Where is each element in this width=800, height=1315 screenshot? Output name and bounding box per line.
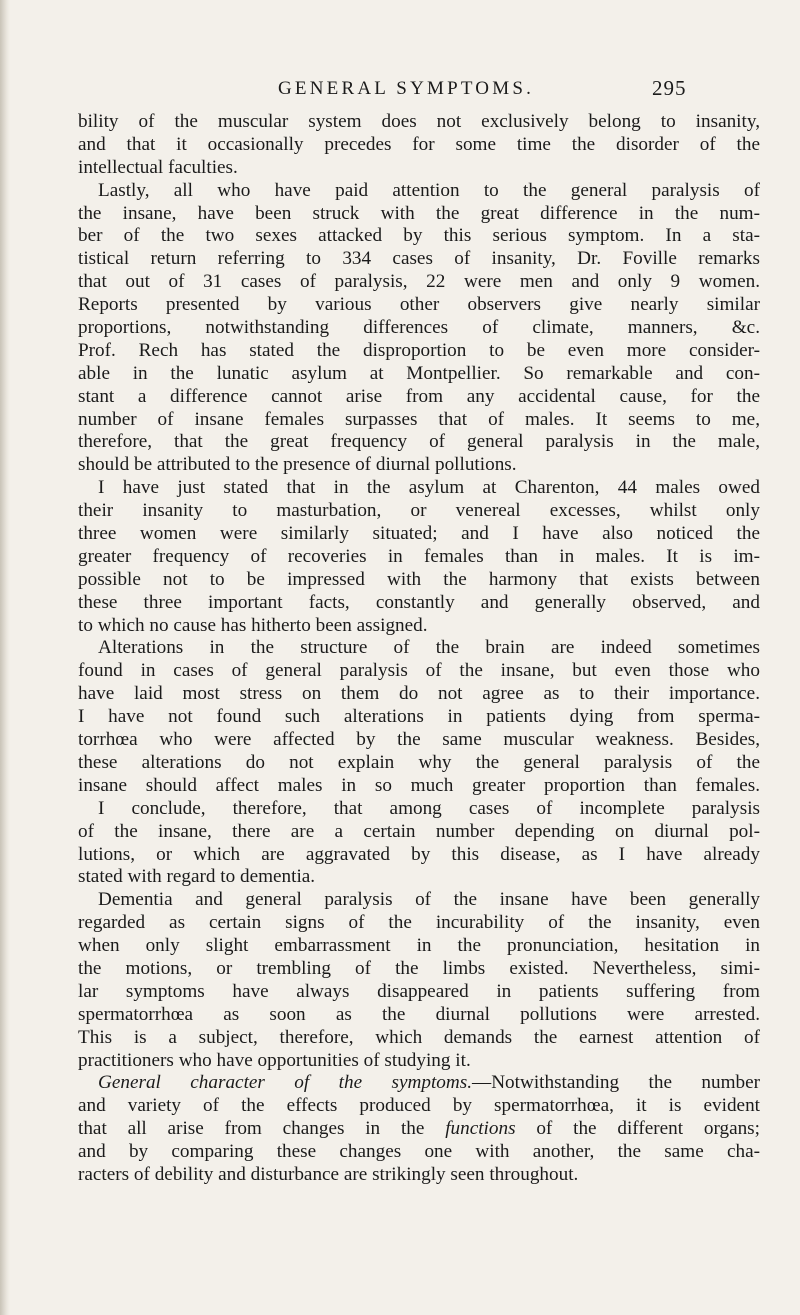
text-line [78,866,760,889]
text-line-content: to which no cause has hitherto been assigned. [78,614,428,636]
text-line [78,1095,760,1118]
body-text [78,111,760,1187]
text-line [78,317,760,340]
text-line-content: these alterations do not explain why the general paralysis of the [78,751,760,773]
text-line-content: and variety of the effects produced by spermatorrhœa, it is evident [78,1095,760,1117]
text-line [78,454,760,477]
text-line [78,981,760,1004]
text-line [78,798,760,821]
text-line [78,134,760,157]
text-line [78,615,760,638]
text-line [78,660,760,683]
text-line [78,477,760,500]
text-line-content: bility of the muscular system does not exclusively belong to insanity, [78,111,760,132]
paragraph-lines [78,111,760,1072]
text-line [78,1050,760,1073]
text-line [78,1004,760,1027]
functions-after: of the different organs; [515,1118,760,1140]
text-line-content: Lastly, all who have paid attention to the general paralysis of [98,179,760,201]
text-line-content: stant a difference cannot arise from any accidental cause, for the [78,385,760,407]
text-line [78,752,760,775]
text-line-content: that out of 31 cases of paralysis, 22 were men and only 9 women. [78,271,760,293]
text-line-content: I have not found such alterations in patients dying from sperma- [78,706,760,728]
text-line-content: these three important facts, constantly and generally observed, and [78,591,760,613]
text-line-content: when only slight embarrassment in the pronunciation, hesitation in [78,935,760,957]
functions-before: that all arise from changes in the [78,1118,446,1140]
text-line-functions [78,1118,760,1141]
text-line [78,225,760,248]
text-line-content: have laid most stress on them do not agree as to their importance. [78,683,760,705]
text-line [78,592,760,615]
text-line [78,706,760,729]
text-line [78,431,760,454]
text-line [78,340,760,363]
text-line-content: Prof. Rech has stated the disproportion to be even more consider- [78,339,760,361]
text-line-content: I conclude, therefore, that among cases of incomplete paralysis [98,797,760,819]
text-line [78,889,760,912]
text-line-content: possible not to be impressed with the harmony that exists between [78,568,760,590]
text-line-content: of the insane, there are a certain number depending on diurnal pol- [78,820,760,842]
text-line-content: greater frequency of recoveries in females than in males. It is im- [78,545,760,567]
page-number: 295 [652,76,687,100]
text-line-content: insane should affect males in so much greater proportion than females. [78,774,760,796]
text-line-content: therefore, that the great frequency of general paralysis in the male, [78,431,760,453]
text-line-content: number of insane females surpasses that of males. It seems to me, [78,408,760,430]
text-line [78,958,760,981]
text-line-content: found in cases of general paralysis of the insane, but even those who [78,660,760,682]
text-line [78,523,760,546]
text-line-content: three women were similarly situated; and I have also noticed the [78,523,760,545]
text-line-content: lar symptoms have always disappeared in patients suffering from [78,980,760,1002]
italic-heading: General character of the symptoms. [98,1072,472,1094]
text-line [78,271,760,294]
text-line [78,935,760,958]
text-line-content: This is a subject, therefore, which demands the earnest attention of [78,1026,760,1048]
text-line-content: able in the lunatic asylum at Montpellier. So remarkable and con- [78,362,760,384]
text-line-content: practitioners who have opportunities of studying it. [78,1049,471,1071]
text-line [78,821,760,844]
text-line-content: racters of debility and disturbance are strikingly seen throughout. [78,1163,579,1185]
text-line-content: the motions, or trembling of the limbs existed. Nevertheless, simi- [78,957,760,979]
text-line-content: spermatorrhœa as soon as the diurnal pollutions were arrested. [78,1003,760,1025]
text-line [78,363,760,386]
functions-italic: functions [445,1118,516,1140]
text-line-content: Reports presented by various other observers give nearly similar [78,294,760,316]
text-line [78,1027,760,1050]
text-line [78,294,760,317]
text-line-content: should be attributed to the presence of diurnal pollutions. [78,454,517,476]
text-line-content: I have just stated that in the asylum at Charenton, 44 males owed [98,477,760,499]
text-line [78,203,760,226]
text-line [78,409,760,432]
text-line [78,729,760,752]
text-line-content: their insanity to masturbation, or venereal excesses, whilst only [78,500,760,522]
text-line-content: the insane, have been struck with the great difference in the num- [78,202,760,224]
text-line [78,683,760,706]
page-binding-edge [0,0,10,1315]
text-line [78,844,760,867]
text-line [78,1164,760,1187]
text-line [78,157,760,180]
text-line-content: regarded as certain signs of the incurability of the insanity, even [78,912,760,934]
text-line [78,180,760,203]
text-line [78,569,760,592]
text-line [78,111,760,134]
text-line [78,500,760,523]
text-line-content: ber of the two sexes attacked by this serious symptom. In a sta- [78,225,760,247]
text-line [78,1141,760,1164]
text-line [78,546,760,569]
text-line-content: Alterations in the structure of the brain are indeed sometimes [98,637,760,659]
text-line [78,248,760,271]
text-line-content: and that it occasionally precedes for some time the disorder of the [78,133,760,155]
text-line-content: stated with regard to dementia. [78,866,316,888]
text-line [78,775,760,798]
italic-heading-continuation: —Notwithstanding the number [472,1072,760,1094]
text-line [78,386,760,409]
text-line-content: Dementia and general paralysis of the insane have been generally [98,889,760,911]
text-line-content: tistical return referring to 334 cases of insanity, Dr. Foville remarks [78,248,760,270]
text-line-content: and by comparing these changes one with another, the same cha- [78,1141,760,1163]
text-line-content: intellectual faculties. [78,156,238,178]
running-title: GENERAL SYMPTOMS. [278,78,535,99]
text-line-content: lutions, or which are aggravated by this disease, as I have already [78,843,760,865]
text-line [78,912,760,935]
text-line-content: proportions, notwithstanding differences of climate, manners, &c. [78,317,760,339]
text-line-content: torrhœa who were affected by the same muscular weakness. Besides, [78,729,760,751]
text-line [78,637,760,660]
text-line-italic-heading [78,1072,760,1095]
page-header [0,78,800,108]
